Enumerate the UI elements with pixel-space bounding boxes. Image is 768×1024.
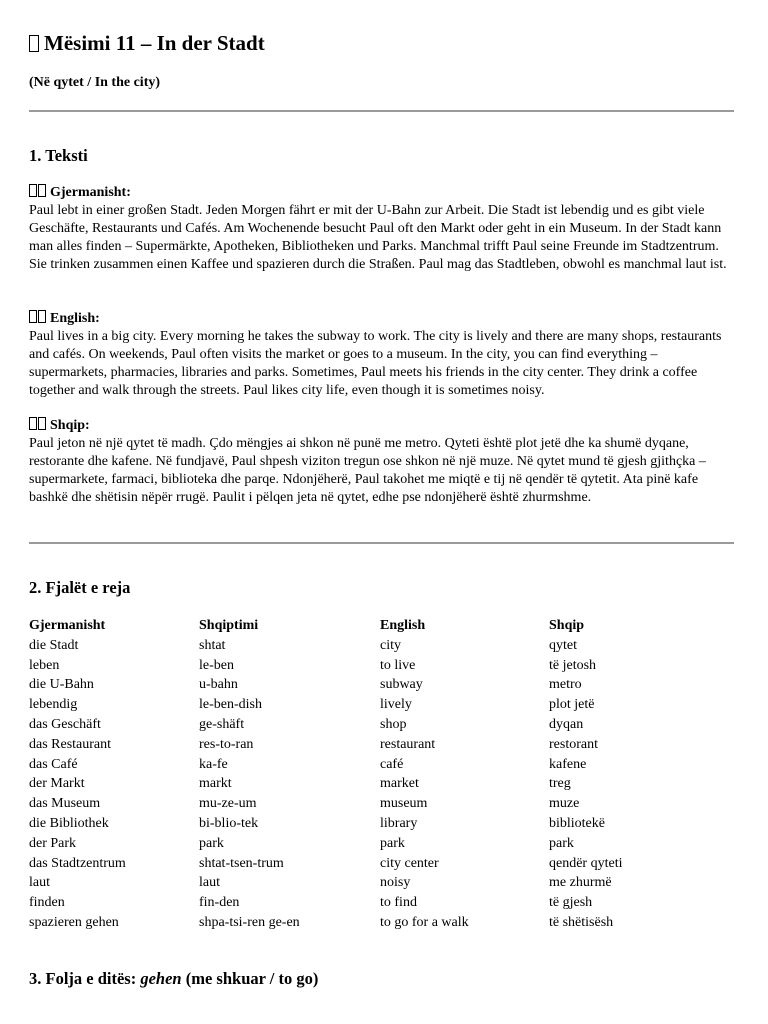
table-cell: die Stadt — [29, 637, 79, 653]
table-cell: das Restaurant — [29, 736, 112, 752]
page-title — [29, 30, 265, 56]
table-cell: das Café — [29, 756, 78, 772]
table-cell: to live — [380, 657, 416, 673]
table-cell: muze — [549, 796, 580, 812]
missing-glyph-icon — [29, 35, 39, 52]
table-cell: to go for a walk — [380, 914, 469, 930]
table-cell: laut — [29, 875, 50, 891]
table-cell: markt — [199, 776, 232, 792]
table-row — [29, 695, 699, 715]
table-row — [29, 715, 699, 735]
table-cell: market — [380, 776, 419, 792]
table-cell: të shëtisësh — [549, 914, 614, 930]
table-cell: res-to-ran — [199, 736, 254, 752]
table-row — [29, 814, 699, 834]
table-cell: laut — [199, 875, 220, 891]
table-cell: lebendig — [29, 697, 78, 713]
table-row — [29, 913, 699, 933]
column-header: Gjermanisht — [29, 618, 106, 633]
table-cell: shtat-tsen-trum — [199, 855, 284, 871]
albanian-text: Paul jeton në një qytet të madh. Çdo mëngjes ai shkon në punë me metro. Qyteti është plot jetë dhe ka shumë dyqane, restorante dhe kafene. Në fundjavë, Paul shpesh viziton tregun ose shkon në një muze. Në qytet mund të gjesh gjithçka – supermarkete, farmaci, biblioteka dhe parqe. Ndonjëherë, Paul takohet me miqtë e tij në qendër të qytetit. Ata pinë kafe bashkë dhe shëtisin nëpër rrugë. Paulit i pëlqen jeta në qytet, edhe pse ndonjëherë është zhurmshme. — [29, 436, 706, 505]
table-row — [29, 893, 699, 913]
section-verb-heading: 3. Folja e ditës: gehen (me shkuar / to go) — [29, 969, 319, 988]
table-cell: city — [380, 637, 401, 653]
section-vocab-heading: 2. Fjalët e reja — [29, 578, 131, 597]
table-row — [29, 675, 699, 695]
table-row — [29, 656, 699, 676]
table-cell: das Museum — [29, 796, 101, 812]
table-cell: mu-ze-um — [199, 796, 257, 812]
table-row — [29, 794, 699, 814]
table-cell: park — [380, 835, 405, 851]
table-cell: das Stadtzentrum — [29, 855, 126, 871]
table-cell: die U-Bahn — [29, 677, 94, 693]
table-cell: me zhurmë — [549, 875, 612, 891]
table-cell: le-ben — [199, 657, 234, 673]
table-cell: café — [380, 756, 404, 772]
table-cell: to find — [380, 895, 417, 911]
table-cell: park — [199, 835, 224, 851]
table-cell: metro — [549, 677, 582, 693]
table-cell: lively — [380, 697, 412, 713]
page-title-text: Mësimi 11 – In der Stadt — [44, 31, 265, 55]
table-cell: spazieren gehen — [29, 914, 119, 930]
divider — [29, 110, 734, 112]
column-header: Shqip — [549, 618, 585, 633]
table-cell: u-bahn — [199, 677, 238, 693]
table-cell: library — [380, 815, 418, 831]
table-cell: shtat — [199, 637, 226, 653]
table-cell: plot jetë — [549, 697, 595, 713]
table-cell: fin-den — [199, 895, 240, 911]
german-label: Gjermanisht: — [29, 184, 131, 202]
table-cell: treg — [549, 776, 571, 792]
divider — [29, 542, 734, 544]
albanian-label: Shqip: — [29, 417, 90, 435]
table-cell: shpa-tsi-ren ge-en — [199, 914, 300, 930]
german-text: Paul lebt in einer großen Stadt. Jeden Morgen fährt er mit der U-Bahn zur Arbeit. Die Stadt ist lebendig und es gibt viele Geschäfte, Restaurants und Cafés. Am Wochenende besucht Paul oft den Markt oder geht in ein Museum. In der Stadt kann man alles finden – Supermärkte, Apotheken, Bibliotheken und Parks. Manchmal trifft Paul seine Freunde im Stadtzentrum. Sie trinken zusammen einen Kaffee und spazieren durch die Straßen. Paul mag das Stadtleben, obwohl es manchmal laut ist. — [29, 203, 727, 272]
table-cell: qytet — [549, 637, 577, 653]
table-cell: das Geschäft — [29, 716, 101, 732]
table-row — [29, 774, 699, 794]
table-cell: leben — [29, 657, 60, 673]
table-header-row — [29, 616, 699, 636]
table-row — [29, 873, 699, 893]
table-row — [29, 854, 699, 874]
table-cell: të jetosh — [549, 657, 597, 673]
table-cell: subway — [380, 677, 423, 693]
table-row — [29, 636, 699, 656]
albanian-flag-icon — [29, 418, 47, 433]
column-header: Shqiptimi — [199, 618, 259, 633]
table-cell: finden — [29, 895, 65, 911]
table-cell: qendër qyteti — [549, 855, 623, 871]
table-cell: ge-shäft — [199, 716, 245, 732]
table-cell: museum — [380, 796, 428, 812]
table-cell: dyqan — [549, 716, 584, 732]
table-row — [29, 755, 699, 775]
table-cell: kafene — [549, 756, 587, 772]
table-cell: die Bibliothek — [29, 815, 109, 831]
table-cell: der Park — [29, 835, 77, 851]
english-text: Paul lives in a big city. Every morning he takes the subway to work. The city is lively and there are many shops, restaurants and cafés. On weekends, Paul often visits the market or goes to a museum. In the city, you can find everything – supermarkets, pharmacies, libraries and parks. Sometimes, Paul meets his friends in the city center. They drink a coffee together and walk through the streets. Paul likes city life, even though it is sometimes noisy. — [29, 329, 722, 398]
page-subtitle: (Në qytet / In the city) — [29, 75, 161, 90]
table-cell: bibliotekë — [549, 815, 605, 831]
table-cell: bi-blio-tek — [199, 815, 259, 831]
table-cell: le-ben-dish — [199, 697, 262, 713]
table-cell: der Markt — [29, 776, 85, 792]
table-cell: restorant — [549, 736, 598, 752]
english-label: English: — [29, 310, 100, 328]
table-row — [29, 834, 699, 854]
table-cell: ka-fe — [199, 756, 228, 772]
column-header: English — [380, 618, 426, 633]
verb-of-day: gehen — [140, 969, 182, 988]
section-text-heading: 1. Teksti — [29, 146, 88, 165]
german-flag-icon — [29, 185, 47, 200]
table-cell: restaurant — [380, 736, 436, 752]
table-cell: city center — [380, 855, 439, 871]
english-flag-icon — [29, 311, 47, 326]
vocabulary-table — [29, 616, 699, 933]
table-cell: të gjesh — [549, 895, 593, 911]
table-cell: shop — [380, 716, 407, 732]
table-row — [29, 735, 699, 755]
table-cell: park — [549, 835, 574, 851]
table-cell: noisy — [380, 875, 411, 891]
